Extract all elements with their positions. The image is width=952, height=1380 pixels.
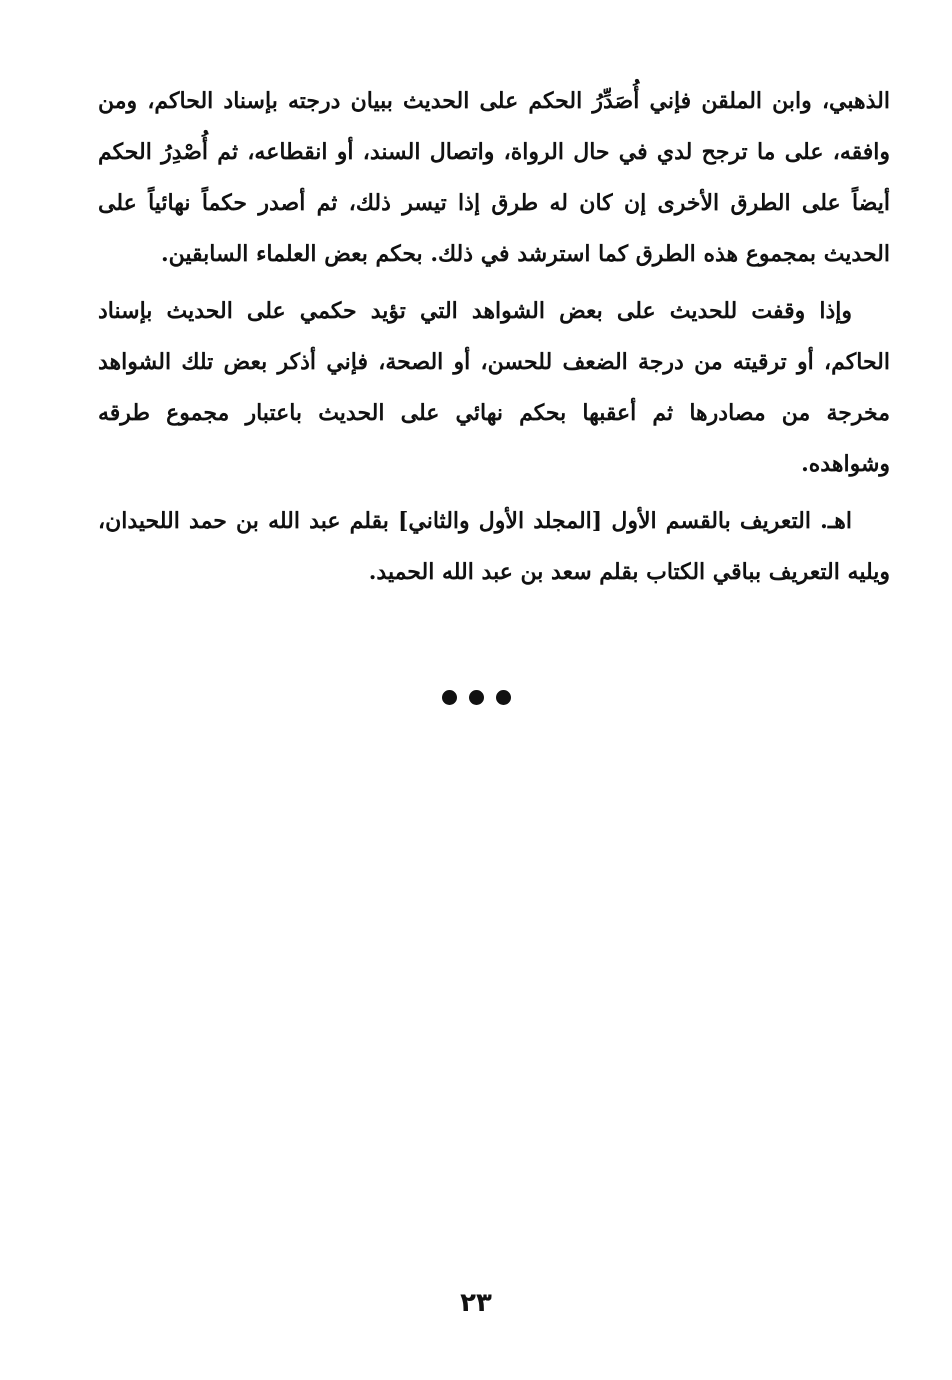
page-number: ٢٣ [460,1288,492,1318]
paragraph-3: اهـ. التعريف بالقسم الأول [المجلد الأول والثاني] بقلم عبد الله بن حمد اللحيدان، ويليه التعريف بباقي الكتاب بقلم سعد بن عبد الله الحميد. [98,508,890,585]
section-separator [0,690,952,705]
paragraph-2: وإذا وقفت للحديث على بعض الشواهد التي تؤيد حكمي على الحديث بإسناد الحاكم، أو ترقيته من درجة الضعف للحسن، أو الصحة، فإني أذكر بعض تلك الشواهد مخرجة من مصادرها ثم أعقبها بحكم نهائي على الحديث باعتبار مجموع طرقه وشواهده. [98,298,890,477]
separator-dot-icon [469,690,484,705]
body-text [98,76,890,604]
paragraph-1: الذهبي، وابن الملقن فإني أُصَدِّرُ الحكم على الحديث ببيان درجته بإسناد الحاكم، ومن وافقه، على ما ترجح لدي في حال الرواة، واتصال السند، أو انقطاعه، ثم أُصْدِرُ الحكم أيضاً على الطرق الأخرى إن كان له طرق إذا تيسر ذلك، ثم أصدر حكماً نهائياً على الحديث بمجموع هذه الطرق كما استرشد في ذلك. بحكم بعض العلماء السابقين. [98,88,890,267]
separator-dot-icon [442,690,457,705]
separator-dot-icon [496,690,511,705]
